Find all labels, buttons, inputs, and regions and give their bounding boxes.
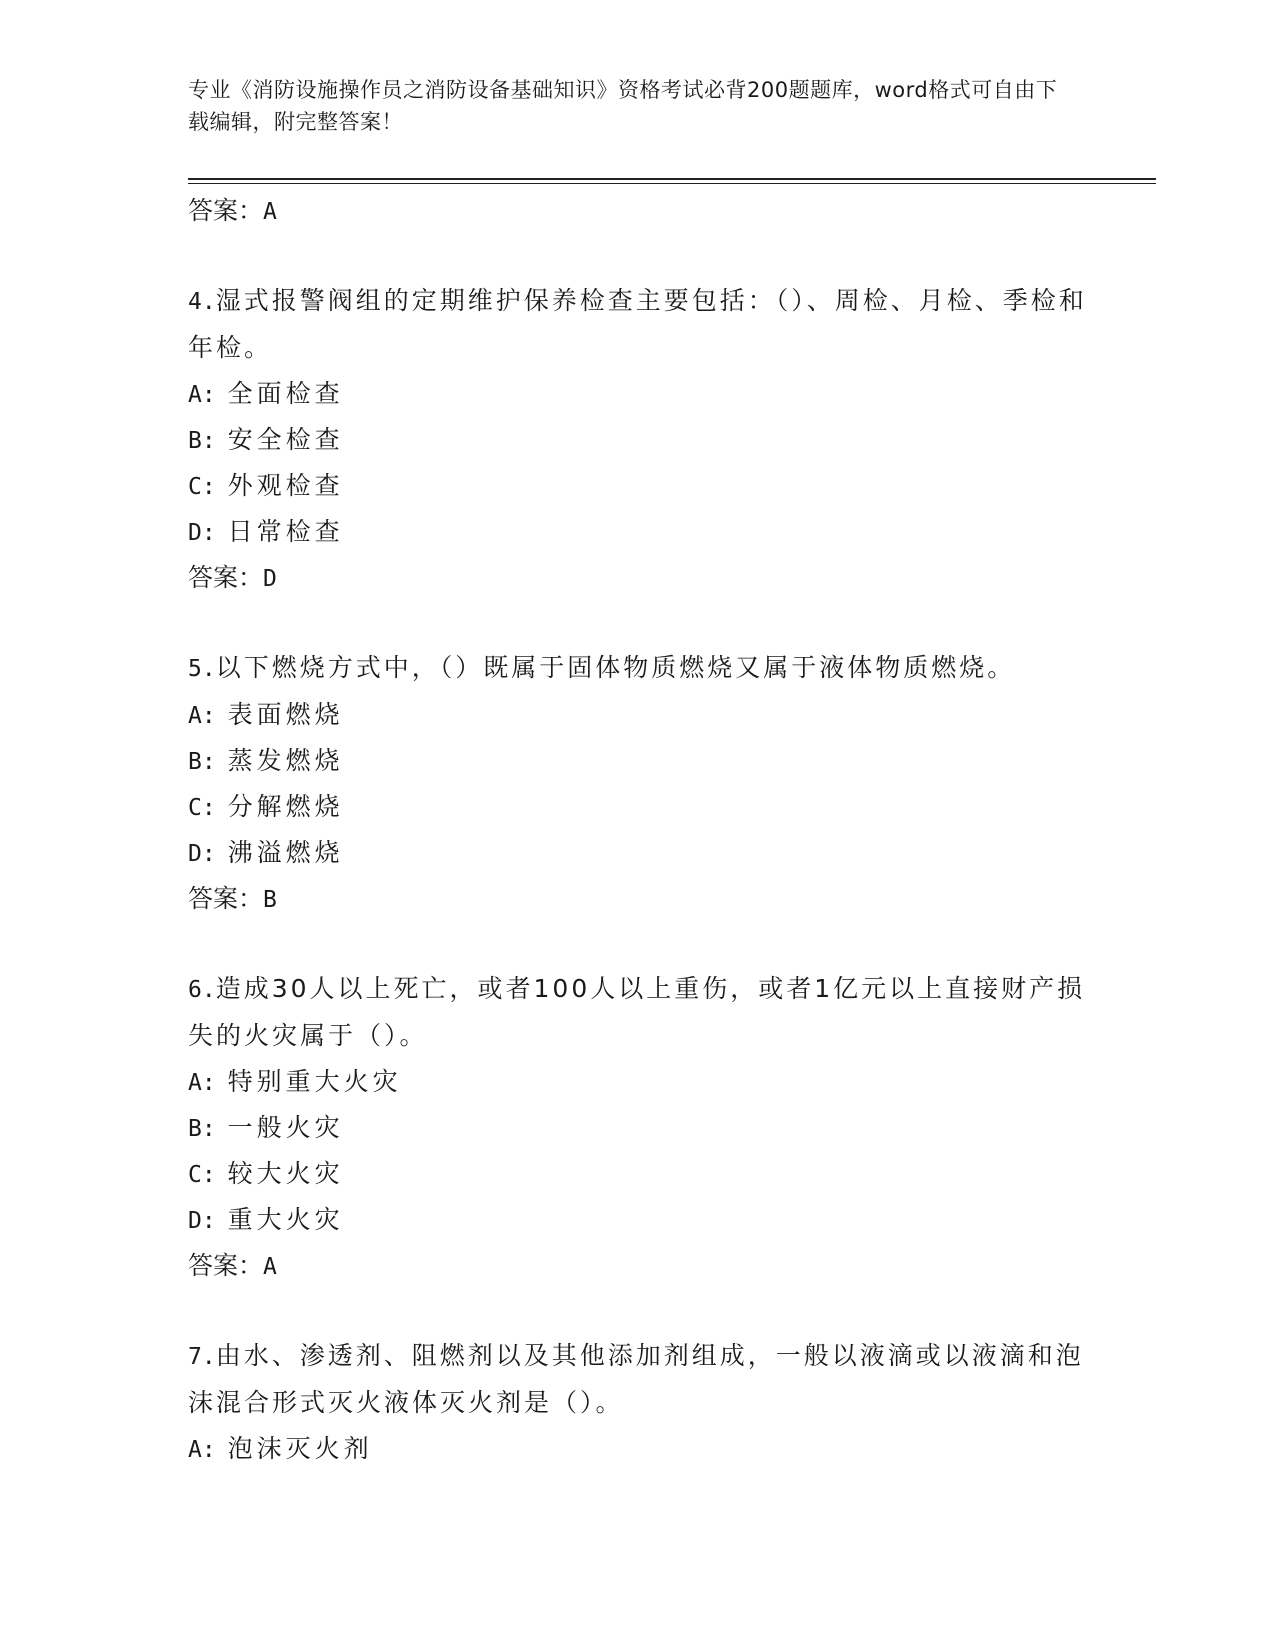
option-text: 日常检查 <box>227 517 344 546</box>
option-letter: B: <box>188 1116 216 1142</box>
option-text: 较大火灾 <box>227 1159 344 1188</box>
option-letter: A: <box>188 1070 216 1096</box>
option-text: 特别重大火灾 <box>227 1067 402 1096</box>
option-a <box>188 692 1088 738</box>
answer-line <box>188 876 1088 922</box>
answer-value: B <box>263 887 277 913</box>
question-number: 5. <box>188 656 216 682</box>
option-letter: B: <box>188 428 216 454</box>
option-letter: B: <box>188 749 216 775</box>
option-d <box>188 509 1088 555</box>
option-a <box>188 1059 1088 1105</box>
option-a <box>188 1426 1088 1472</box>
option-c <box>188 463 1088 509</box>
option-a <box>188 371 1088 417</box>
option-text: 重大火灾 <box>227 1205 344 1234</box>
answer-label: 答案： <box>188 196 264 225</box>
question-stem: 造成30人以上死亡，或者100人以上重伤，或者1亿元以上直接财产损失的火灾属于（）。 <box>188 974 1086 1050</box>
answer-line <box>188 555 1088 601</box>
option-letter: A: <box>188 382 216 408</box>
option-d <box>188 1197 1088 1243</box>
option-letter: C: <box>188 1162 216 1188</box>
question-number: 4. <box>188 289 216 315</box>
answer-line <box>188 1243 1088 1289</box>
option-text: 沸溢燃烧 <box>227 838 344 867</box>
answer-value: D <box>263 566 277 592</box>
option-b <box>188 417 1088 463</box>
question-stem: 以下燃烧方式中，（）既属于固体物质燃烧又属于液体物质燃烧。 <box>215 653 1016 682</box>
answer-label: 答案： <box>188 1251 264 1280</box>
question-text <box>188 278 1088 371</box>
option-text: 安全检查 <box>227 425 344 454</box>
question-text <box>188 1333 1088 1426</box>
option-text: 外观检查 <box>227 471 344 500</box>
answer-value: A <box>263 199 277 225</box>
answer-value: A <box>263 1254 277 1280</box>
document-body <box>188 188 1088 1472</box>
header-divider-thin <box>188 183 1156 184</box>
option-b <box>188 1105 1088 1151</box>
option-letter: A: <box>188 703 216 729</box>
option-c <box>188 784 1088 830</box>
option-letter: C: <box>188 474 216 500</box>
option-c <box>188 1151 1088 1197</box>
question-5 <box>188 645 1088 922</box>
option-letter: C: <box>188 795 216 821</box>
option-letter: D: <box>188 841 216 867</box>
question-6 <box>188 966 1088 1289</box>
option-text: 全面检查 <box>227 379 344 408</box>
question-stem: 湿式报警阀组的定期维护保养检查主要包括：（）、周检、月检、季检和年检。 <box>188 286 1087 362</box>
option-text: 一般火灾 <box>227 1113 344 1142</box>
header-divider <box>188 178 1156 180</box>
option-letter: D: <box>188 520 216 546</box>
question-text <box>188 966 1088 1059</box>
answer-line <box>188 188 1088 234</box>
option-text: 泡沫灭火剂 <box>227 1434 373 1463</box>
question-text <box>188 645 1088 692</box>
question-stem: 由水、渗透剂、阻燃剂以及其他添加剂组成，一般以液滴或以液滴和泡沫混合形式灭火液体灭火剂是（）。 <box>188 1341 1084 1417</box>
question-number: 6. <box>188 977 216 1003</box>
answer-label: 答案： <box>188 884 264 913</box>
option-d <box>188 830 1088 876</box>
question-7 <box>188 1333 1088 1472</box>
document-header: 专业《消防设施操作员之消防设备基础知识》资格考试必背200题题库，word格式可自由下载编辑，附完整答案！ <box>188 78 1058 134</box>
option-b <box>188 738 1088 784</box>
option-text: 蒸发燃烧 <box>227 746 344 775</box>
option-text: 分解燃烧 <box>227 792 344 821</box>
option-letter: D: <box>188 1208 216 1234</box>
question-4 <box>188 278 1088 601</box>
answer-label: 答案： <box>188 563 264 592</box>
question-number: 7. <box>188 1344 216 1370</box>
option-letter: A: <box>188 1437 216 1463</box>
option-text: 表面燃烧 <box>227 700 344 729</box>
